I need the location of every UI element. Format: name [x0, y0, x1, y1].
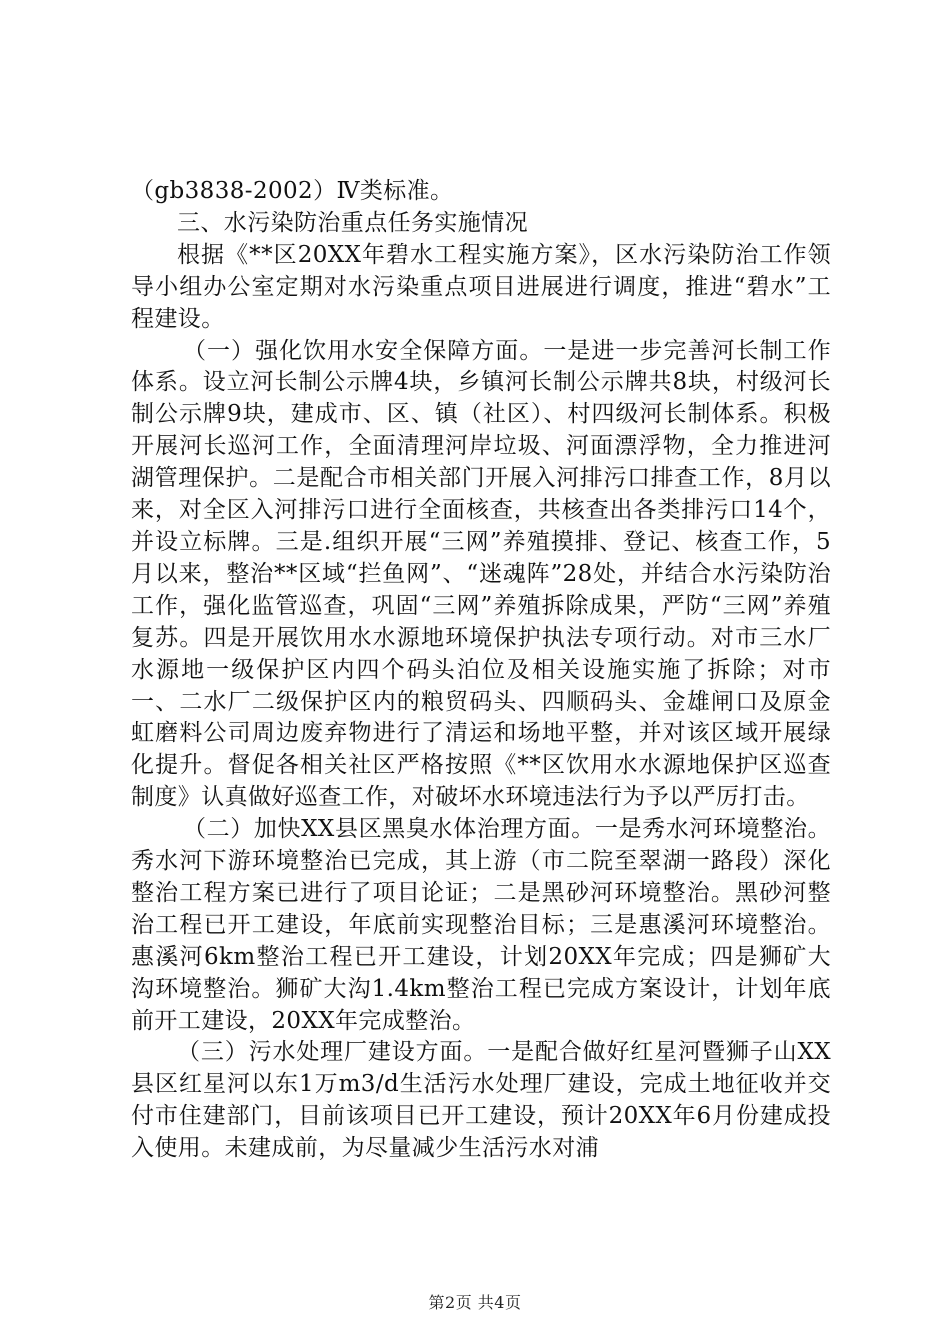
paragraph-standard-ref: （gb3838-2002）Ⅳ类标准。 [131, 178, 454, 204]
paragraph-intro: 根据《**区20XX年碧水工程实施方案》，区水污染防治工作领导小组办公室定期对水污染重点项目进展进行调度，推进“碧水”工程建设。 [131, 241, 831, 332]
paragraph-black-odor-water: （二）加快XX县区黑臭水体治理方面。一是秀水河环境整治。秀水河下游环境整治已完成，其上游（市二院至翠湖一路段）深化整治工程方案已进行了项目论证；二是黑砂河环境整治。黑砂河整治工程已开工建设，年底前实现整治目标；三是惠溪河环境整治。惠溪河6km整治工程已开工建设，计划20XX年完成；四是狮矿大沟环境整治。狮矿大沟1.4km整治工程已完成方案设计，计划年底前开工建设，20XX年完成整治。 [131, 816, 831, 1034]
paragraph-sewage-plant: （三）污水处理厂建设方面。一是配合做好红星河暨狮子山XX县区红星河以东1万m3/d生活污水处理厂建设，完成土地征收并交付市住建部门，目前该项目已开工建设，预计20XX年6月份建成投入使用。未建成前，为尽量减少生活污水对浦 [131, 1039, 831, 1162]
section-heading-water-pollution: 三、水污染防治重点任务实施情况 [177, 209, 528, 236]
paragraph-drinking-water: （一）强化饮用水安全保障方面。一是进一步完善河长制工作体系。设立河长制公示牌4块，乡镇河长制公示牌共8块，村级河长制公示牌9块，建成市、区、镇（社区）、村四级河长制体系。积极开展河长巡河工作，全面清理河岸垃圾、河面漂浮物，全力推进河湖管理保护。二是配合市相关部门开展入河排污口排查工作，8月以来，对全区入河排污口进行全面核查，共核查出各类排污口14个，并设立标牌。三是.组织开展“三网”养殖摸排、登记、核查工作，5月以来，整治**区域“拦鱼网”、“迷魂阵”28处，并结合水污染防治工作，强化监管巡查，巩固“三网”养殖拆除成果，严防“三网”养殖复苏。四是开展饮用水水源地环境保护执法专项行动。对市三水厂水源地一级保护区内四个码头泊位及相关设施实施了拆除；对市一、二水厂二级保护区内的粮贸码头、四顺码头、金雄闸口及原金虹磨料公司周边废弃物进行了清运和场地平整，并对该区域开展绿化提升。督促各相关社区严格按照《**区饮用水水源地保护区巡查制度》认真做好巡查工作，对破坏水环境违法行为予以严厉打击。 [131, 337, 831, 811]
page-number: 第2页 共4页 [428, 1293, 522, 1312]
document-body [131, 176, 831, 1165]
